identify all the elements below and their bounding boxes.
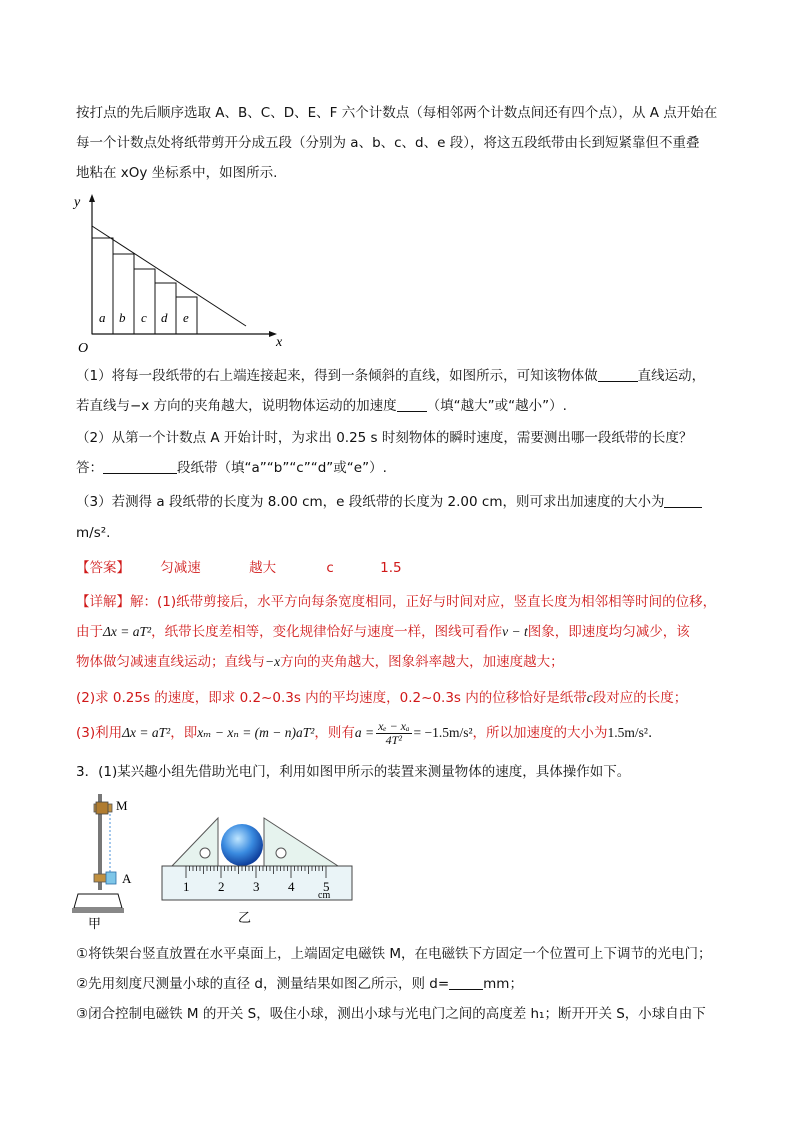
figure-paper-strips xyxy=(72,190,292,358)
answer-value-3: c xyxy=(326,560,334,576)
ruler-num-2: 2 xyxy=(218,879,225,894)
step-3: ③闭合控制电磁铁 M 的开关 S，吸住小球，测出小球与光电门之间的高度差 h₁；断开开关 S，小球自由下 xyxy=(76,1006,706,1022)
formula-v-t: v − t xyxy=(502,624,528,639)
detail-line-2: 由于Δx = aT²，纸带长度差相等，变化规律恰好与速度一样，图线可看作v − t图象，即速度均匀减少，该 xyxy=(76,624,690,640)
ruler-unit: cm xyxy=(318,890,331,901)
step-2: ②先用刻度尺测量小球的直径 d，测量结果如图乙所示，则 d= mm； xyxy=(76,976,523,992)
iron-stand xyxy=(72,794,132,931)
answer-value-2: 越大 xyxy=(249,560,277,576)
q3-blank[interactable] xyxy=(664,493,702,508)
axis-x-label: x xyxy=(276,335,283,350)
intro-line-1: 按打点的先后顺序选取 A、B、C、D、E、F 六个计数点（每相邻两个计数点间还有四个点），从 A 点开始在 xyxy=(76,105,718,121)
caption-jia: 甲 xyxy=(88,916,102,931)
answer-value-4: 1.5 xyxy=(380,560,402,576)
fraction: $\frac{\text{xₑ − xₐ}}{\text{4T²}}$ xyxy=(378,718,410,747)
ball xyxy=(221,824,263,866)
answer-label: 【答案】 xyxy=(76,560,130,576)
detail-line-3: 物体做匀减速直线运动；直线与−x方向的夹角越大，图象斜率越大，加速度越大； xyxy=(76,654,564,670)
detail-line-4: (2)求 0.25s 的速度，即求 0.2~0.3s 内的平均速度，0.2~0.3s 内的位移恰好是纸带c段对应的长度； xyxy=(76,690,688,706)
step-1: ①将铁架台竖直放置在水平桌面上，上端固定电磁铁 M，在电磁铁下方固定一个位置可上下调节的光电门； xyxy=(76,946,712,962)
q2-line-1: （2）从第一个计数点 A 开始计时，为求出 0.25 s 时刻物体的瞬时速度，需要测出哪一段纸带的长度？ xyxy=(76,430,693,446)
q3-next-intro: 3．(1)某兴趣小组先借助光电门，利用如图甲所示的装置来测量物体的速度，具体操作如下。 xyxy=(76,764,631,780)
q1-blank-1[interactable] xyxy=(598,367,638,382)
ruler-num-4: 4 xyxy=(288,879,295,894)
intro-line-2: 每一个计数点处将纸带剪开分成五段（分别为 a、b、c、d、e 段），将这五段纸带由长到短紧靠但不重叠 xyxy=(76,135,700,151)
origin-label: O xyxy=(78,341,89,356)
detail-line-5: (3)利用Δx = aT²，即xₘ − xₙ = (m − n)aT²，则有a = $\frac{\text{xₑ − xₐ}}{\text{4T²}}$ = −1.5m/s²，所以加速度的大小为1.5m/s². xyxy=(76,718,653,747)
label-M: M xyxy=(116,798,128,813)
intro-line-3: 地粘在 xOy 坐标系中，如图所示. xyxy=(76,165,278,181)
answer-value-1: 匀减速 xyxy=(160,560,201,576)
label-A: A xyxy=(122,871,132,886)
q2-line-2: 答： 段纸带（填“a”“b”“c”“d”或“e”）. xyxy=(76,460,387,476)
q1-line-2: 若直线与−x 方向的夹角越大，说明物体运动的加速度 （填“越大”或“越小”）. xyxy=(76,398,567,414)
q3-line-2: m/s². xyxy=(76,525,111,541)
detail-label: 【详解】 xyxy=(76,594,130,610)
strip-d xyxy=(155,283,176,334)
figure-apparatus xyxy=(66,790,356,932)
q3-line-1: （3）若测得 a 段纸带的长度为 8.00 cm，e 段纸带的长度为 2.00 cm，则可求出加速度的大小为 xyxy=(76,492,702,512)
strip-label-b: b xyxy=(119,310,126,325)
q1-blank-2[interactable] xyxy=(397,397,427,412)
ruler-num-1: 1 xyxy=(183,879,190,894)
strip-label-a: a xyxy=(99,310,106,325)
answer-line xyxy=(76,558,402,578)
q2-blank[interactable] xyxy=(103,459,177,474)
strip-label-c: c xyxy=(141,310,147,325)
q1-line-1: （1）将每一段纸带的右上端连接起来，得到一条倾斜的直线，如图所示，可知该物体做 直线运动， xyxy=(76,368,706,384)
formula-delta-x: Δx = aT² xyxy=(103,624,152,639)
ruler-setup xyxy=(162,818,352,925)
ruler-num-5: 5 xyxy=(323,879,330,894)
step-2-blank[interactable] xyxy=(449,975,483,990)
slope-line xyxy=(92,226,246,326)
axis-y-label: y xyxy=(74,195,81,210)
strip-label-e: e xyxy=(183,310,189,325)
caption-yi: 乙 xyxy=(238,910,252,925)
detail-line-1: 【详解】解：(1)纸带剪接后，水平方向每条宽度相同，正好与时间对应，竖直长度为相邻相等时间的位移， xyxy=(76,594,717,610)
strip-label-d: d xyxy=(161,310,168,325)
ruler-num-3: 3 xyxy=(253,879,260,894)
